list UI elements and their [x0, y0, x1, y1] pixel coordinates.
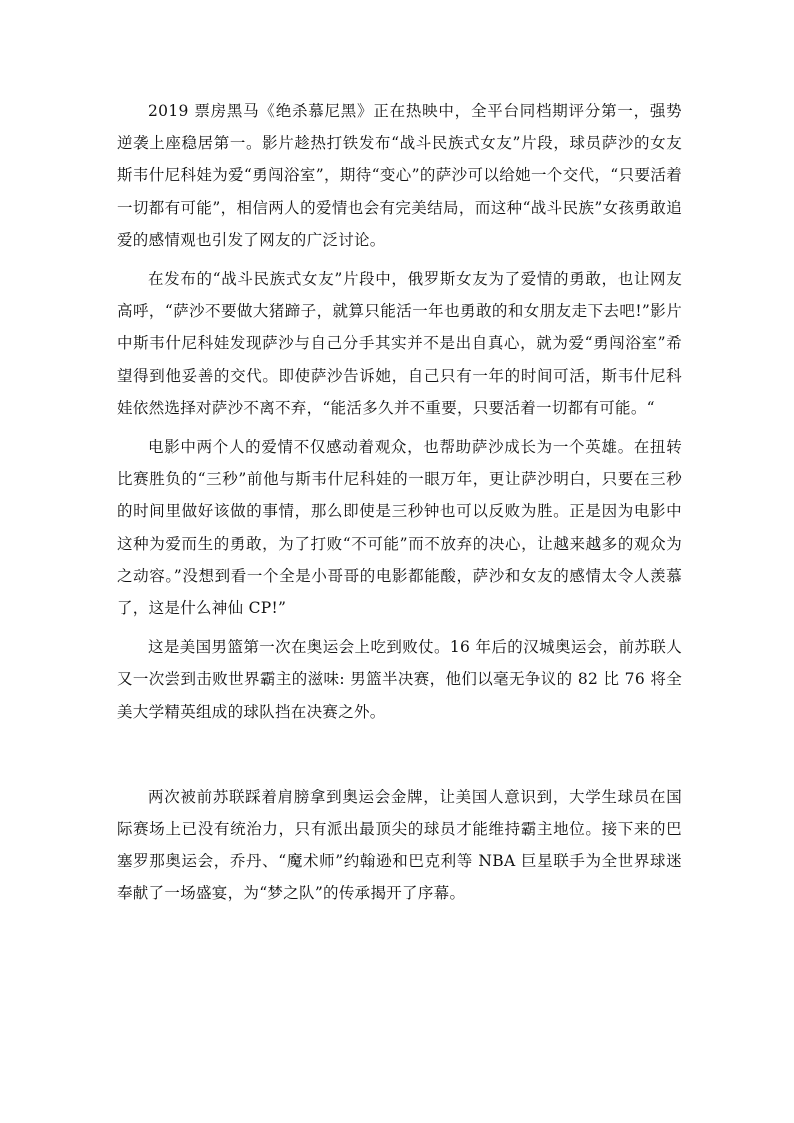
paragraph-3: 电影中两个人的爱情不仅感动着观众，也帮助萨沙成长为一个英雄。在扭转比赛胜负的“三秒”前他与斯韦什尼科娃的一眼万年，更让萨沙明白，只要在三秒的时间里做好该做的事情，那么即使是三秒钟也可以反败为胜。正是因为电影中这种为爱而生的勇敢，为了打败“不可能”而不放弃的决心，让越来越多的观众为之动容。”没想到看一个全是小哥哥的电影都能酸，萨沙和女友的感情太令人羡慕了，这是什么神仙 CP!”	[117, 438, 682, 618]
paragraph-5: 两次被前苏联踩着肩膀拿到奥运会金牌，让美国人意识到，大学生球员在国际赛场上已没有统治力，只有派出最顶尖的球员才能维持霸主地位。接下来的巴塞罗那奥运会，乔丹、“魔术师”约翰逊和巴克利等 NBA 巨星联手为全世界球迷奉献了一场盛宴，为“梦之队”的传承揭开了序幕。	[117, 787, 682, 903]
document-body	[117, 95, 682, 910]
paragraph-4: 这是美国男篮第一次在奥运会上吃到败仗。16 年后的汉城奥运会，前苏联人又一次尝到击败世界霸主的滋味: 男篮半决赛，他们以毫无争议的 82 比 76 将全美大学精英组成的球队挡在决赛之外。	[117, 638, 682, 721]
paragraph-1: 2019 票房黑马《绝杀慕尼黑》正在热映中，全平台同档期评分第一，强势逆袭上座稳居第一。影片趁热打铁发布“战斗民族式女友”片段，球员萨沙的女友斯韦什尼科娃为爱“勇闯浴室”，期待“变心”的萨沙可以给她一个交代，“只要活着一切都有可能”，相信两人的爱情也会有完美结局，而这种“战斗民族”女孩勇敢追爱的感情观也引发了网友的广泛讨论。	[117, 102, 682, 249]
paragraph-2: 在发布的“战斗民族式女友”片段中，俄罗斯女友为了爱情的勇敢，也让网友高呼，“萨沙不要做大猪蹄子，就算只能活一年也勇敢的和女朋友走下去吧!”影片中斯韦什尼科娃发现萨沙与自己分手其实并不是出自真心，就为爱“勇闯浴室”希望得到他妥善的交代。即使萨沙告诉她，自己只有一年的时间可活，斯韦什尼科娃依然选择对萨沙不离不弃，“能活多久并不重要，只要活着一切都有可能。“	[117, 270, 682, 417]
